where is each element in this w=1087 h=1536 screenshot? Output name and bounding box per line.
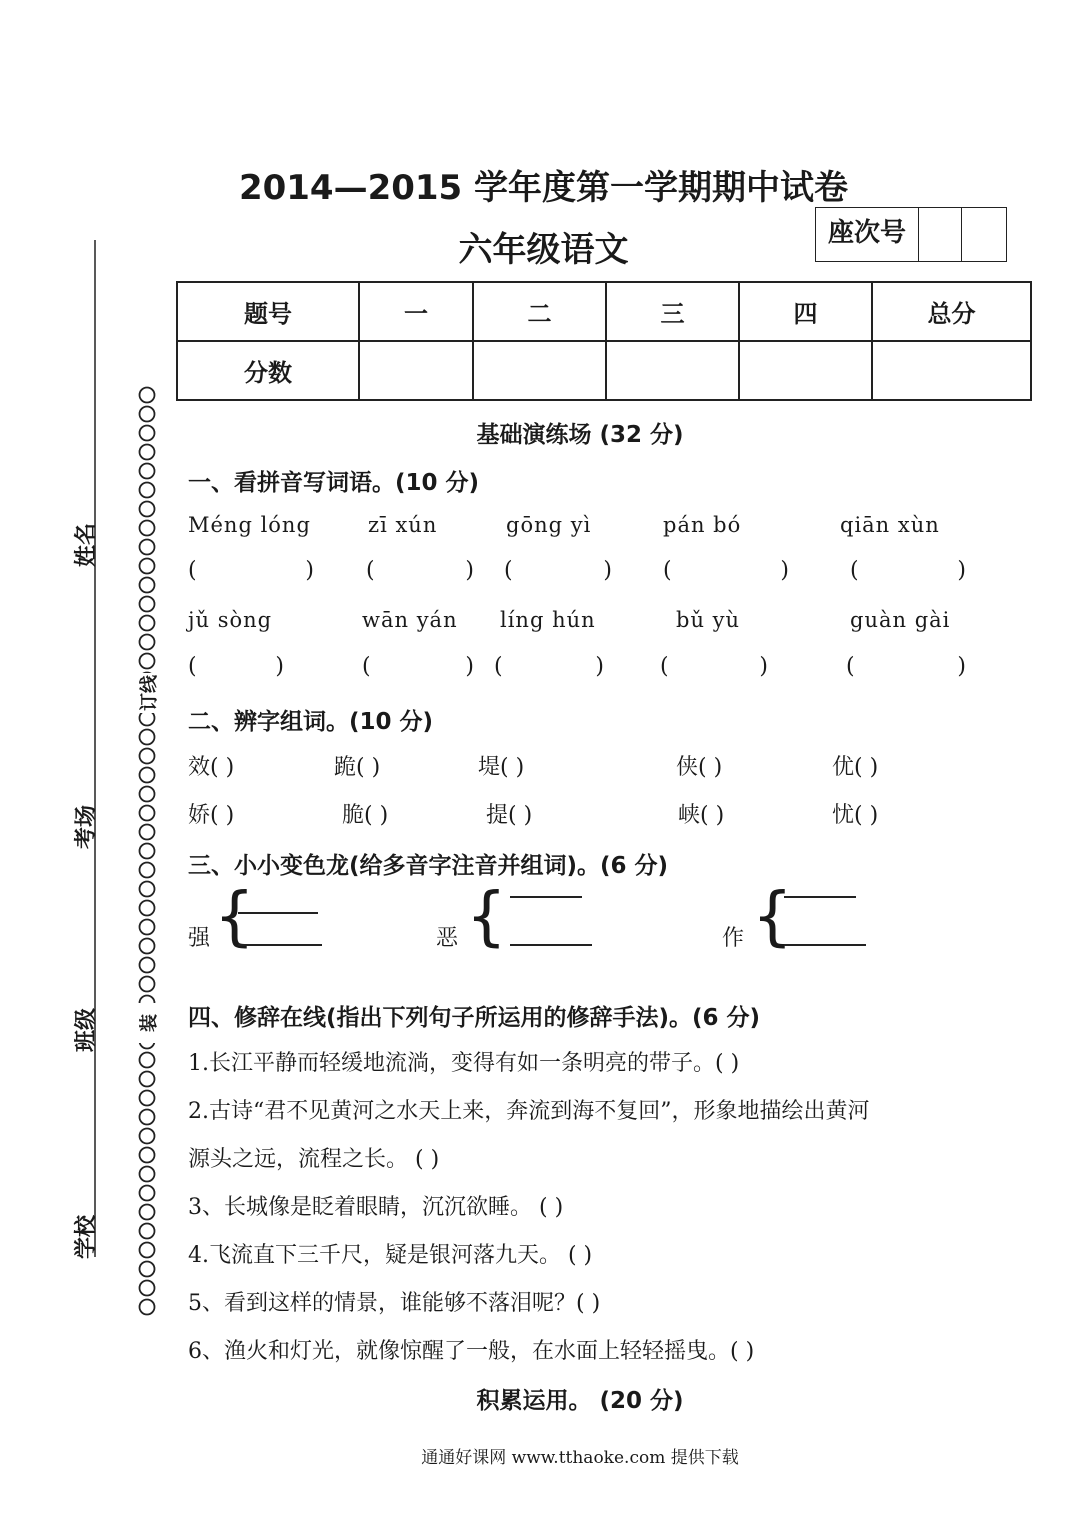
pinyin: Méng lóng — [188, 513, 311, 537]
answer-blank[interactable]: ( ) — [494, 654, 604, 679]
pinyin: líng hún — [500, 608, 596, 632]
binding-circle — [140, 1224, 155, 1239]
exam-subtitle: 六年级语文 — [458, 230, 629, 270]
binding-circle — [140, 863, 155, 878]
footer-text: 通通好课网 www.tthaoke.com 提供下载 — [421, 1448, 739, 1468]
pinyin: bǔ yù — [676, 608, 741, 632]
q4-title: 四、修辞在线(指出下列句子所运用的修辞手法)。(6 分) — [188, 1005, 761, 1031]
section-basic-title: 基础演练场 (32 分) — [476, 422, 684, 448]
brace-icon: { — [214, 880, 255, 954]
binding-circle — [140, 882, 155, 897]
score-cell — [359, 341, 473, 400]
binding-circle — [140, 1281, 155, 1296]
binding-word-ding: 订线 — [135, 673, 161, 713]
score-header-cell: 三 — [606, 282, 739, 341]
word-group-item[interactable]: 脆( ) — [342, 803, 389, 828]
word-group-item[interactable]: 峡( ) — [678, 803, 725, 828]
binding-circle — [140, 787, 155, 802]
pinyin: pán bó — [663, 513, 742, 537]
q3-title: 三、小小变色龙(给多音字注音并组词)。(6 分) — [188, 853, 669, 879]
word-group-item[interactable]: 忧( ) — [832, 803, 879, 828]
binding-circle — [140, 483, 155, 498]
binding-circle — [140, 559, 155, 574]
answer-blank[interactable]: ( ) — [188, 654, 284, 679]
answer-blank[interactable]: ( ) — [660, 654, 768, 679]
binding-circle — [140, 844, 155, 859]
binding-circle — [140, 806, 155, 821]
answer-underline[interactable] — [784, 944, 866, 946]
binding-circle — [140, 540, 155, 555]
pinyin: jǔ sòng — [188, 608, 273, 632]
polyphone-char: 作 — [722, 926, 745, 951]
binding-circle — [140, 635, 155, 650]
binding-circle — [140, 901, 155, 916]
rhetoric-item: 1.长江平静而轻缓地流淌，变得有如一条明亮的带子。( ) — [188, 1051, 740, 1076]
seat-number-label: 座次号 — [816, 208, 919, 261]
binding-circle — [140, 920, 155, 935]
rhetoric-item: 6、渔火和灯光，就像惊醒了一般，在水面上轻轻摇曳。( ) — [188, 1339, 755, 1364]
answer-underline[interactable] — [510, 896, 582, 898]
polyphone-char: 强 — [188, 926, 211, 951]
binding-circle — [140, 958, 155, 973]
pinyin: qiān xùn — [840, 513, 940, 537]
score-header-cell: 总分 — [872, 282, 1031, 341]
binding-circle — [140, 1167, 155, 1182]
binding-circle — [140, 1129, 155, 1144]
binding-circle — [140, 749, 155, 764]
answer-underline[interactable] — [510, 944, 592, 946]
word-group-item[interactable]: 侠( ) — [676, 755, 723, 780]
polyphone-char: 恶 — [436, 926, 459, 951]
binding-circle — [140, 597, 155, 612]
binding-circle — [140, 616, 155, 631]
binding-circle — [140, 464, 155, 479]
answer-blank[interactable]: ( ) — [663, 558, 789, 583]
answer-blank[interactable]: ( ) — [188, 558, 314, 583]
binding-circle — [140, 502, 155, 517]
binding-circle — [140, 1110, 155, 1125]
binding-circle-column — [134, 385, 160, 1325]
binding-circle — [140, 388, 155, 403]
word-group-item[interactable]: 娇( ) — [188, 803, 235, 828]
binding-circle — [140, 578, 155, 593]
rhetoric-item: 3、长城像是眨着眼睛，沉沉欲睡。 ( ) — [188, 1195, 564, 1220]
binding-circle — [140, 1148, 155, 1163]
binding-circle — [140, 1300, 155, 1315]
score-header-cell: 二 — [473, 282, 606, 341]
binding-circle — [140, 1262, 155, 1277]
binding-circle — [140, 768, 155, 783]
word-group-item[interactable]: 优( ) — [832, 755, 879, 780]
word-group-item[interactable]: 跪( ) — [334, 755, 381, 780]
binding-circle — [140, 939, 155, 954]
score-header-cell: 题号 — [177, 282, 359, 341]
binding-circle — [140, 1186, 155, 1201]
seat-number-box — [815, 207, 1007, 262]
binding-circle — [140, 1091, 155, 1106]
answer-underline[interactable] — [238, 912, 318, 914]
rhetoric-item: 源头之远，流程之长。 ( ) — [188, 1147, 440, 1172]
score-table — [176, 281, 1032, 401]
binding-circle — [140, 825, 155, 840]
pinyin: zī xún — [368, 513, 438, 537]
binding-circle — [140, 1053, 155, 1068]
answer-blank[interactable]: ( ) — [366, 558, 474, 583]
exam-title: 2014—2015 学年度第一学期期中试卷 — [238, 168, 849, 208]
rhetoric-item: 2.古诗“君不见黄河之水天上来，奔流到海不复回”，形象地描绘出黄河 — [188, 1099, 870, 1124]
score-cell — [606, 341, 739, 400]
class-label: 班级 — [74, 1007, 99, 1052]
pinyin: wān yán — [362, 608, 458, 632]
answer-blank[interactable]: ( ) — [850, 558, 966, 583]
brace-icon: { — [752, 880, 793, 954]
score-row-label: 分数 — [177, 341, 359, 400]
answer-underline[interactable] — [784, 896, 856, 898]
score-header-cell: 一 — [359, 282, 473, 341]
binding-circle — [140, 654, 155, 669]
seat-number-cell — [919, 208, 962, 261]
score-cell — [739, 341, 872, 400]
binding-circle — [140, 521, 155, 536]
q2-title: 二、辨字组词。(10 分) — [188, 709, 434, 735]
seat-number-cell — [962, 208, 1004, 261]
name-label: 姓名 — [74, 522, 99, 567]
pinyin: guàn gài — [850, 608, 951, 632]
answer-blank[interactable]: ( ) — [846, 654, 966, 679]
school-label: 学校 — [74, 1214, 99, 1259]
section-accumulate-title: 积累运用。 (20 分) — [476, 1388, 684, 1414]
binding-circle — [140, 977, 155, 992]
score-cell — [872, 341, 1031, 400]
exam-room-label: 考场 — [74, 804, 99, 849]
answer-blank[interactable]: ( ) — [362, 654, 474, 679]
pinyin: gōng yì — [506, 513, 592, 537]
score-cell — [473, 341, 606, 400]
binding-circle — [140, 1243, 155, 1258]
score-header-cell: 四 — [739, 282, 872, 341]
rhetoric-item: 5、看到这样的情景，谁能够不落泪呢？( ) — [188, 1291, 601, 1316]
brace-icon: { — [466, 880, 507, 954]
word-group-item[interactable]: 提( ) — [486, 803, 533, 828]
binding-circle — [140, 1072, 155, 1087]
word-group-item[interactable]: 效( ) — [188, 755, 235, 780]
q1-title: 一、看拼音写词语。(10 分) — [188, 470, 480, 496]
binding-circle — [140, 730, 155, 745]
binding-word-zhuang: 装 — [135, 1003, 161, 1043]
answer-underline[interactable] — [238, 944, 322, 946]
rhetoric-item: 4.飞流直下三千尺，疑是银河落九天。 ( ) — [188, 1243, 593, 1268]
binding-circle — [140, 1205, 155, 1220]
word-group-item[interactable]: 堤( ) — [478, 755, 525, 780]
answer-blank[interactable]: ( ) — [504, 558, 612, 583]
